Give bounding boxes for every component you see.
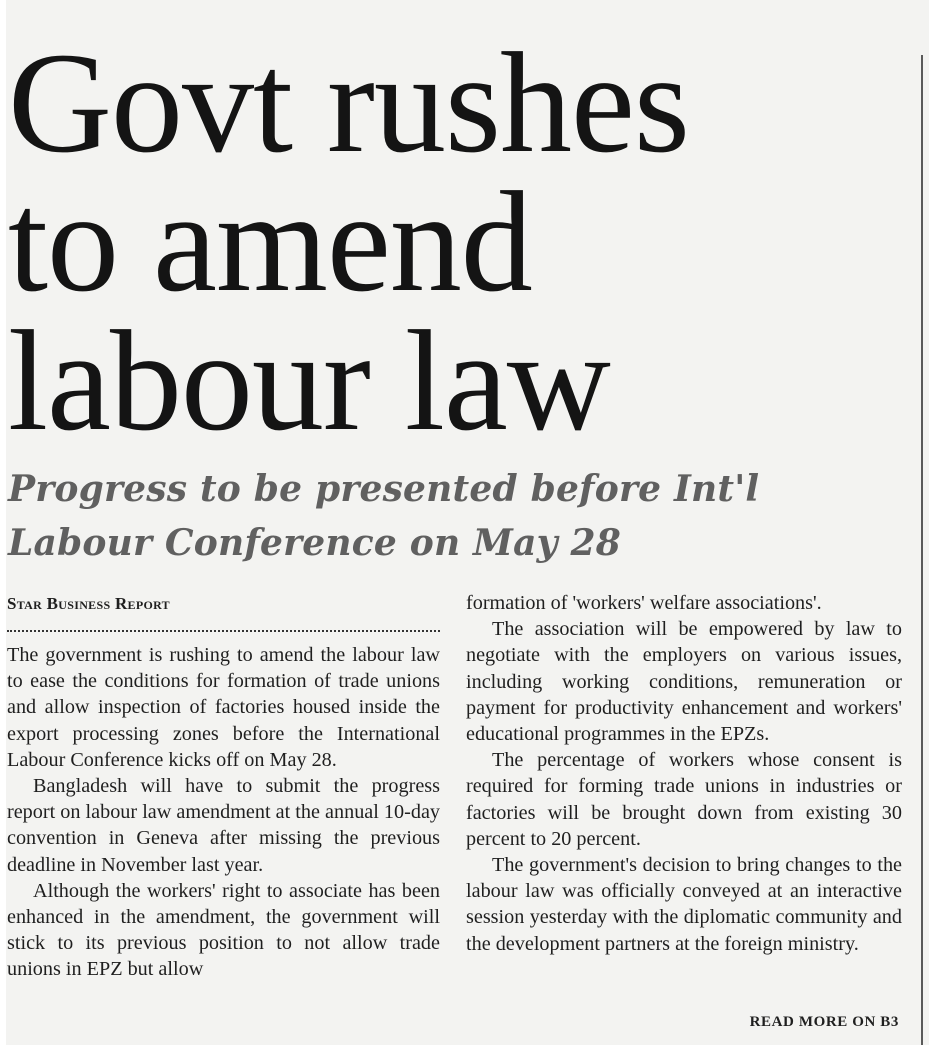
read-more-link[interactable]: READ MORE ON B3 <box>749 1014 899 1030</box>
page-edge <box>0 0 6 1045</box>
subheadline <box>8 462 908 570</box>
subheadline-line-2: Labour Conference on May 28 <box>8 522 621 564</box>
byline-divider <box>7 626 440 632</box>
article-paragraph: The government is rushing to amend the labour law to ease the conditions for formation of trade unions and allow inspection of factories housed inside the export processing zones before the International Labour Conference kicks off on May 28. <box>7 644 440 771</box>
column-rule <box>921 55 923 1045</box>
article-paragraph-continuation: formation of 'workers' welfare associations'. <box>466 592 822 614</box>
article-paragraph: The percentage of workers whose consent is required for forming trade unions in industries or factories will be brought down from existing 30 percent to 20 percent. <box>466 749 902 850</box>
article-paragraph: Bangladesh will have to submit the progress report on labour law amendment at the annual 10-day convention in Geneva after missing the previous deadline in November last year. <box>7 775 440 876</box>
byline: Star Business Report <box>7 594 170 613</box>
article-paragraph: The government's decision to bring changes to the labour law was officially conveyed at an interactive session yesterday with the diplomatic community and the development partners at the foreign ministry. <box>466 854 902 955</box>
subheadline-line-1: Progress to be presented before Int'l <box>8 468 760 510</box>
headline-line-2: to amend <box>8 163 532 322</box>
article-column-right <box>466 590 902 957</box>
article-column-left <box>7 590 440 983</box>
headline-line-3: labour law <box>8 302 610 461</box>
headline <box>8 24 908 461</box>
headline-line-1: Govt rushes <box>8 24 689 183</box>
article-paragraph: Although the workers' right to associate has been enhanced in the amendment, the government will stick to its previous position to not allow trade unions in EPZ but allow <box>7 879 440 981</box>
article-paragraph: The association will be empowered by law to negotiate with the employers on various issues, including working conditions, remuneration or payment for productivity enhancement and workers' educational programmes in the EPZs. <box>466 618 902 746</box>
